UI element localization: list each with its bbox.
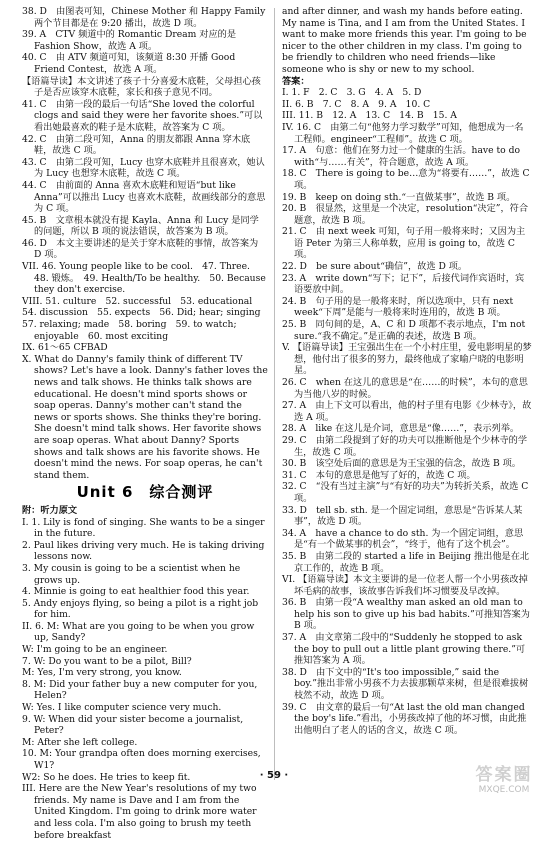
tapescript-line: 2. Paul likes driving very much. He is taking driving lessons now. (22, 539, 265, 563)
tapescript-line: II. 6. M: What are you going to be when you grow up, Sandy? (22, 620, 255, 644)
answer-line: 39. A CTV 频道中的 Romantic Dream 对应的是 Fashion Show，故选 A 项。 (22, 29, 237, 52)
answer-line: 20. B 很显然，这里是一个决定，resolution“决定”，符合题意，故选 B 项。 (282, 203, 529, 226)
answer-line: V. 【语篇导读】王宝强出生在一个小村庄里，爱电影明星的梦想，他付出了很多的努力，最终他成了家喻户晓的电影明星。 (282, 342, 532, 377)
answer-line: III. 11. B 12. A 13. C 14. B 15. A (282, 110, 457, 122)
answer-line: 46. D 本文主要讲述的是关于穿木底鞋的事情，故答案为 D 项。 (22, 237, 259, 261)
answer-line: 【语篇导读】本文讲述了孩子十分喜爱木底鞋，父母担心孩子是否应该穿木底鞋，家长和孩子意见不同。 (22, 75, 261, 99)
answer-line: 41. C 由第一段的最后一句话“She loved the colorful clogs and said they were her favorite shoes.”可以看出她最喜欢的鞋子是木底鞋，故答案为 C 项。 (22, 98, 263, 133)
left-answer-lines (22, 6, 268, 481)
answer-line: 45. B 文章根本就没有提 Kayla、Anna 和 Lucy 是同学的问题，所以 B 项的说法错误，故答案为 B 项。 (22, 214, 259, 238)
answer-line: 24. B 句子用的是一般将来时，所以选项中，只有 next week“下周”是能与一般将来时连用的，故选 B 项。 (282, 295, 514, 319)
answer-line: 40. C 由 ATV 频道可知，该频道 8:30 开播 Good Friend Contest，故选 A 项。 (22, 52, 236, 75)
tapescript-line: 10. M: Your grandpa often does morning exercises, W1? (22, 748, 261, 771)
answer-line: 28. A like 在这儿是介词，意思是“像……”，表示列举。 (282, 423, 520, 435)
answer-line: IX. 61～65 CFBAD (22, 342, 108, 354)
answer-line: 43. C 由第二段可知，Lucy 也穿木底鞋并且很喜欢，她认为 Lucy 也想穿木底鞋，故选 C 项。 (22, 156, 265, 180)
column-divider (274, 8, 275, 780)
tapescript-heading: 附：听力原文 (22, 504, 78, 516)
unit-title: Unit 6 综合测评 (76, 483, 214, 502)
answer-line: 54. discussion 55. expects 56. Did; hear; singing (22, 307, 261, 319)
answer-line: 44. C 由前面的 Anna 喜欢木底鞋和短语“but like Anna”可以推出 Lucy 也喜欢木底鞋，故画线部分的意思为 C 项。 (22, 179, 266, 215)
site-watermark (468, 760, 540, 796)
tapescript-line: M: After she left college. (22, 736, 138, 748)
answer-line: 25. B 同句间的是，A、C 和 D 项都不表示地点，I'm not sure.“我不确定。”是正确的表述，故选 B 项。 (282, 319, 526, 342)
tapescript-line: M: Yes, I'm very strong, you know. (22, 667, 182, 679)
answer-line: 29. C 由第二段提到了好的功夫可以推断他是个少林寺的学生，故选 C 项。 (282, 434, 528, 458)
tapescript-line: 9. W: When did your sister become a journalist, Peter? (22, 713, 244, 737)
tapescript-line: 4. Minnie is going to eat healthier food this year. (22, 586, 250, 598)
answer-line: 17. A 句意：他们在努力过一个健康的生活。have to do with“与……有关”，符合题意，故选 A 项。 (282, 145, 521, 168)
answer-line: II. 6. B 7. C 8. A 9. A 10. C (282, 98, 431, 110)
answer-line: 30. B 该空处后面的意思是为王宝强的信念，故选 B 项。 (282, 458, 521, 470)
answer-line: 23. A write down“写下；记下”，后接代词作宾语时，宾语要放中间。 (282, 272, 525, 296)
answer-line: 18. C There is going to be…意为“将要有……”，故选 C 项。 (282, 168, 530, 191)
answer-line: 38. D 由下文中的“It's too impossible,” said the boy.”推出非常小男孩不力去拔那颗草来树，但是很难拔树枝然不动，故选 D 项。 (282, 666, 529, 702)
answer-line: 27. A 由上下文可以看出，他的村子里有电影《少林寺》，故选 A 项。 (282, 400, 532, 423)
answer-line: 26. C when 在这儿的意思是“在……的时候”，本句的意思为当他八岁的时候。 (282, 377, 528, 400)
answer-line: 34. A have a chance to do sth. 为一个固定词组，意思是“有一个做某事的机会”，“终于，他有了这个机会”。 (282, 527, 524, 551)
answer-line: 42. C 由第二段可知，Anna 的朋友都跟 Anna 穿木底鞋，故选 C 项。 (22, 133, 251, 157)
answer-line: IV. 16. C 由第二句“他努力学习数学”可知，他想成为一名工程师。engineer“工程师”。故选 C 项。 (282, 121, 524, 145)
answer-line: VI. 【语篇导读】本文主要讲的是一位老人帮一个小男孩改掉坏毛病的故事，该故事告诉我们坏习惯要及早改掉。 (282, 574, 528, 597)
tapescript-line: I. 1. Lily is fond of singing. She wants to be a singer in the future. (22, 516, 265, 540)
answer-line: 32. C “没有当过主演”与“有好的功夫”为转折关系，故选 C 项。 (282, 481, 529, 504)
answer-line: 33. D tell sb. sth. 是一个固定词组，意思是“告诉某人某事”，故选 D 项。 (282, 504, 523, 528)
tapescript-line: III. Here are the New Year's resolutions of my two friends. My name is Dave and I am from the United Kingdom. I'm going to drink more water and less cola. I'm also going to brush my teeth before breakfast (22, 783, 257, 841)
watermark-url: MXQE.COM (478, 785, 530, 795)
tapescript-line: 3. My cousin is going to be a scientist when he grows up. (22, 562, 241, 586)
answer-line: 36. B 由第一段“A wealthy man asked an old man to help his son to give up his bad habits.”可推知答案为 B 项。 (282, 597, 530, 632)
answer-line: 38. D 由图表可知，Chinese Mother 和 Happy Family 两个节目都是在 9:20 播出，故选 D 项。 (22, 6, 266, 29)
answer-line: 35. B 由第二段的 started a life in Beijing 推出他是在北京工作的，故选 B 项。 (282, 550, 530, 574)
tapescript-line: W: Yes. I like computer science very much. (22, 702, 222, 714)
tapescript-lines (22, 517, 268, 841)
answer-line: 19. B keep on doing sth.“一直做某事”，故选 B 项。 (282, 191, 516, 203)
page-number: · 59 · (259, 770, 289, 781)
tapescript-line: 5. Andy enjoys flying, so being a pilot is a right job for him. (22, 597, 259, 621)
answer-line: 31. C 本句的意思是他写了好的，故选 C 项。 (282, 469, 476, 481)
tapescript-line: W2: So he does. He tries to keep fit. (22, 771, 191, 783)
answer-line: X. What do Danny's family think of different TV shows? Let's have a look. Danny's father loves the news and talk shows. He thinks talk shows are educational. He doesn't mind sports shows or soap operas. Danny's mother can't stand the news or sports shows. She thinks they're boring. She doesn't mind talk shows. Her favorite shows are soap operas. What about Danny? Sports shows and talk shows are his favorite shows. He doesn't mind the news. For soap operas, he can't stand them. (22, 353, 268, 481)
answer-line: 37. A 由文章第二段中的“Suddenly he stopped to ask the boy to pull out a little plant growing there.”可推知答案为 A 项。 (282, 632, 526, 667)
watermark-logo-text: 答案圈 (475, 765, 533, 785)
answer-line: 39. C 由文章的最后一句“At last the old man changed the boy's life.”看出，小男孩改掉了他的坏习惯，由此推出他明白了老人的话的含义，故选 C 项。 (282, 701, 527, 736)
tapescript-line: 8. M: Did your father buy a new computer for you, Helen? (22, 678, 258, 702)
answers-heading: 答案： (282, 75, 310, 87)
left-column (22, 6, 268, 841)
answer-list (282, 87, 532, 736)
answer-line: VIII. 51. culture 52. successful 53. educational (22, 295, 253, 307)
answer-line: I. 1. F 2. C 3. G 4. A 5. D (282, 87, 422, 99)
answer-line: VII. 46. Young people like to be cool. 47. Three. 48. 锻炼。 49. Health/To be healthy. 50. Because they don't exercise. (22, 261, 266, 296)
tapescript-line: W: I'm going to be an engineer. (22, 644, 168, 656)
answer-line: 22. D be sure about“确信”，故选 D 项。 (282, 261, 468, 273)
answer-line: 21. C 由 next week 可知，句子用一般将来时；又因为主语 Peter 为第三人称单数，应用 is going to，故选 C 项。 (282, 226, 526, 261)
tapescript-continued: and after dinner, and wash my hands before eating. My name is Tina, and I am from the United States. I want to make more friends this year. I'm going to be nicer to the other children in my class. I'm going to be friendly to children who need friends—like someone who is shy or new to my school. (282, 6, 527, 75)
right-column (282, 6, 532, 736)
tapescript-line: 7. W: Do you want to be a pilot, Bill? (22, 655, 192, 667)
answer-line: 57. relaxing; made 58. boring 59. to watch; enjoyable 60. most exciting (22, 319, 237, 342)
